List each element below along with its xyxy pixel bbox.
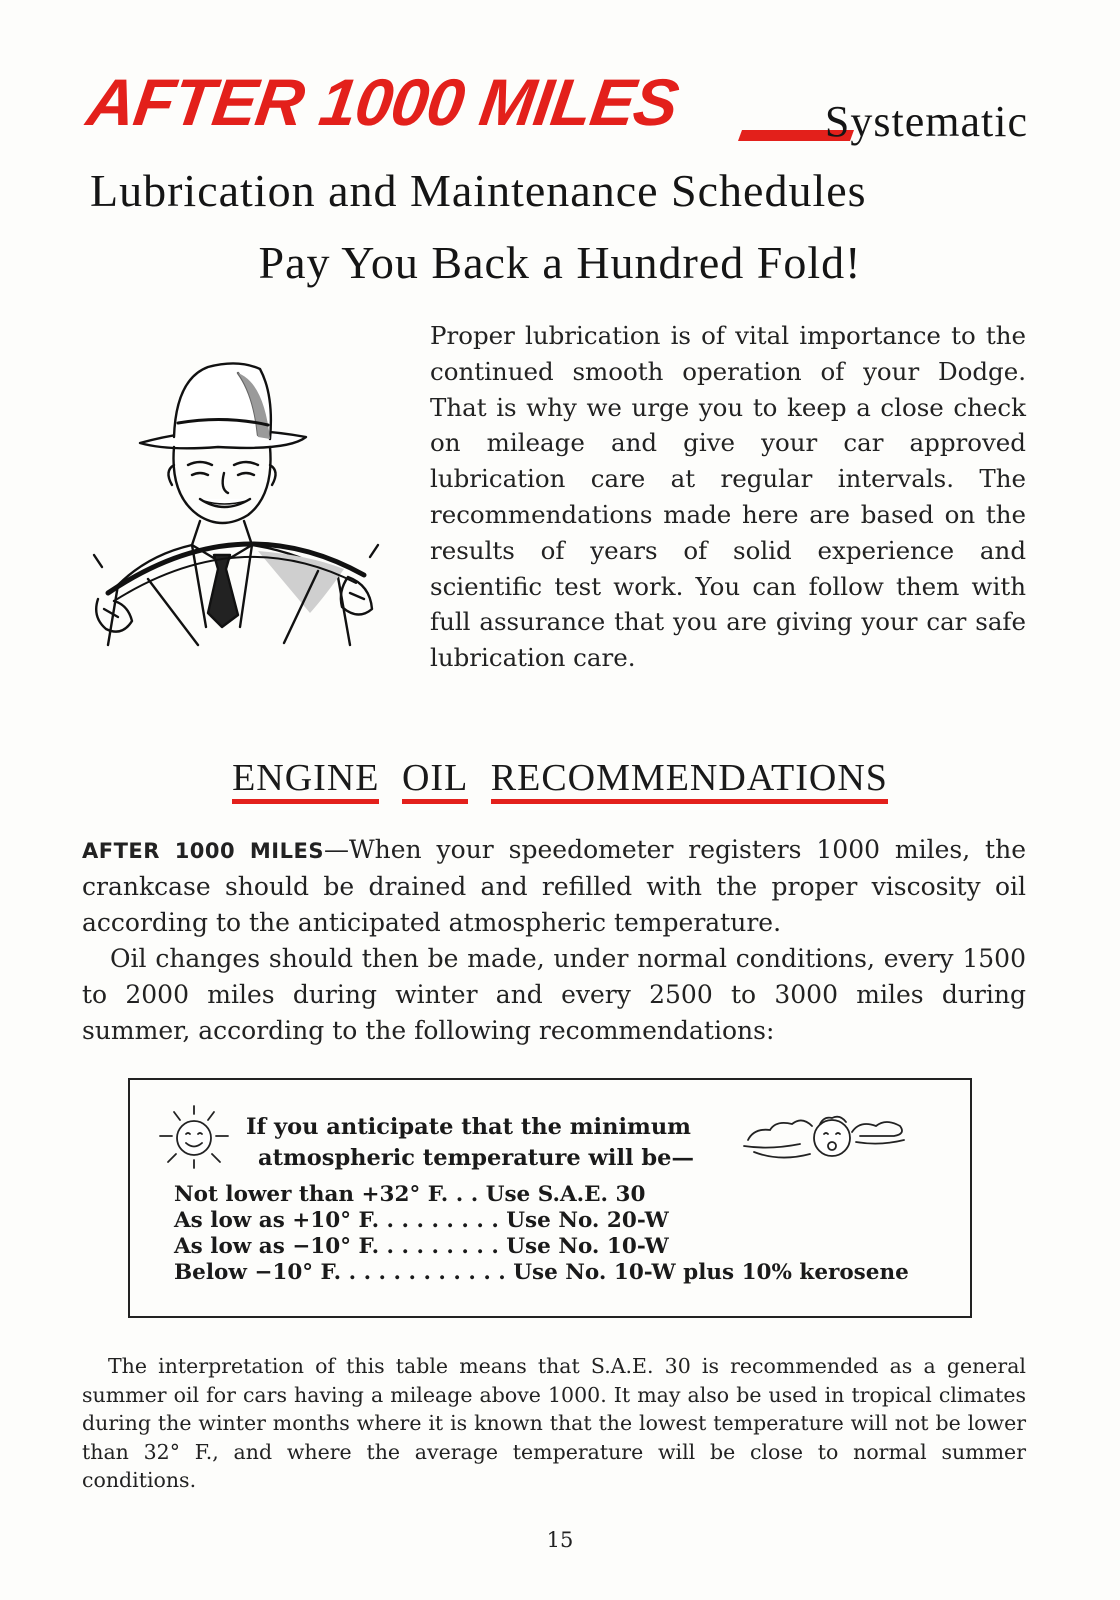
header-line-2: Lubrication and Maintenance Schedules xyxy=(90,165,867,216)
table-interpretation-note: The interpretation of this table means that S.A.E. 30 is recommended as a general summer oil for cars having a mileage above 1000. It may also be used in tropical climates during the winter months where it is known that the lowest temperature will not be lower than 32° F., and where the average temperature will be close to normal summer conditions. xyxy=(82,1354,1026,1492)
table-row: As low as +10° F. . . . . . . . . Use No. 20-W xyxy=(174,1208,669,1233)
table-row: Below −10° F. . . . . . . . . . . . Use No. 10-W plus 10% kerosene xyxy=(174,1260,909,1285)
intro-paragraph: Proper lubrication is of vital importance to the continued smooth operation of your Dodge. That is why we urge you to keep a close check on mileage and give your car approved lubrication care at regular intervals. The recommendations made here are based on the results of years of solid experience and scientific test work. You can follow them with full assurance that you are giving your car safe lubrication care. xyxy=(430,321,1026,673)
box-question xyxy=(246,1112,726,1174)
body-paragraph-2: Oil changes should then be made, under normal conditions, every 1500 to 2000 miles during winter and every 2500 to 3000 miles during summer, according to the following recommendations: xyxy=(82,944,1026,1045)
page-number: 15 xyxy=(546,1528,574,1552)
table-row: As low as −10° F. . . . . . . . . Use No. 10-W xyxy=(174,1234,669,1259)
body-text xyxy=(82,832,1026,1049)
sun-icon xyxy=(148,1096,240,1176)
header-line-1 xyxy=(82,64,1028,156)
heading-word-engine: ENGINE xyxy=(232,757,379,804)
table-row: Not lower than +32° F. . . Use S.A.E. 30 xyxy=(174,1182,646,1207)
section-heading xyxy=(0,756,1120,800)
header-suffix: Systematic xyxy=(824,97,1028,146)
heading-word-oil: OIL xyxy=(402,757,468,804)
lead-in: AFTER 1000 MILES xyxy=(82,839,324,863)
question-line-1: If you anticipate that the minimum xyxy=(246,1114,691,1140)
header-line-3: Pay You Back a Hundred Fold! xyxy=(258,237,862,288)
red-script-title: AFTER 1000 MILES xyxy=(82,65,683,139)
question-line-2: atmospheric temperature will be— xyxy=(258,1145,694,1171)
paragraph-1-text: —When your speedometer registers 1000 miles, the crankcase should be drained and refilled with the proper viscosity oil according to the anticipated atmospheric temperature. xyxy=(82,835,1026,937)
heading-word-recommendations: RECOMMENDATIONS xyxy=(491,757,888,804)
body-paragraph-1 xyxy=(82,832,1026,941)
temperature-rows xyxy=(174,1182,954,1286)
wind-cloud-icon xyxy=(740,1106,910,1170)
oil-recommendation-box xyxy=(128,1078,972,1318)
driver-illustration xyxy=(88,355,388,665)
